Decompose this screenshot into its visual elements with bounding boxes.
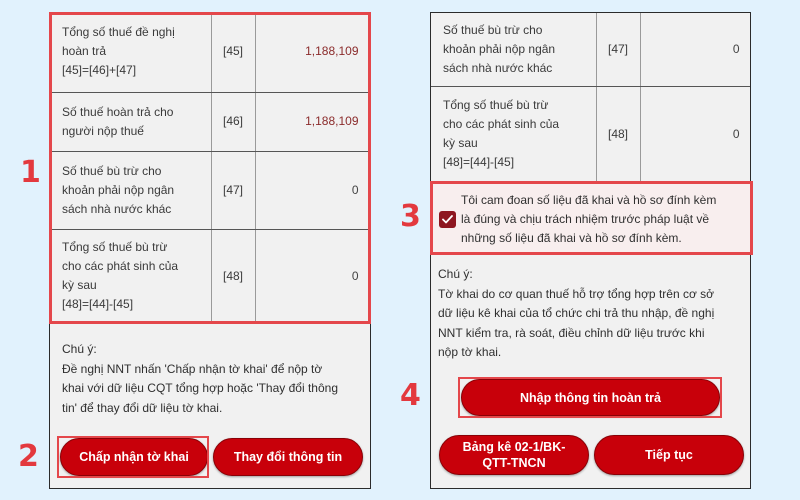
row-code: [45] [211, 12, 255, 92]
step-label-4: 4 [400, 378, 421, 413]
confirm-label: Tôi cam đoan số liệu đã khai và hồ sơ đính kèm là đúng và chịu trách nhiệm trước pháp luật về những số liệu đã khai và hồ sơ đính kèm. [461, 193, 717, 245]
row-description: Số thuế hoàn trả cho người nộp thuế [50, 92, 211, 151]
row-code: [46] [211, 92, 255, 151]
row-description: Tổng số thuế bù trừ cho các phát sinh của kỳ sau [48]=[44]-[45] [431, 87, 596, 182]
table-row [431, 87, 751, 182]
row-code: [47] [211, 151, 255, 229]
row-value: 0 [255, 229, 371, 323]
row-description: Tổng số thuế đề nghị hoàn trả [45]=[46]+[47] [50, 12, 211, 92]
row-value: 1,188,109 [255, 92, 371, 151]
change-info-button[interactable]: Thay đổi thông tin [213, 438, 363, 476]
row-description: Tổng số thuế bù trừ cho các phát sinh của kỳ sau [48]=[44]-[45] [50, 229, 211, 323]
row-description: Số thuế bù trừ cho khoản phải nộp ngân sách nhà nước khác [431, 13, 596, 87]
bk-02-1-list-button[interactable]: Bảng kê 02-1/BK- QTT-TNCN [439, 435, 589, 475]
note-text: Chú ý: Tờ khai do cơ quan thuế hỗ trợ tổng hợp trên cơ sở dữ liệu kê khai của tổ chức chi trả thu nhập, đề nghị NNT kiểm tra, rà soát, điều chỉnh dữ liệu trước khi nộp tờ khai. [438, 267, 715, 359]
enter-refund-info-button[interactable]: Nhập thông tin hoàn trả [461, 379, 720, 416]
step-label-1: 1 [20, 155, 41, 190]
row-value: 1,188,109 [255, 12, 371, 92]
row-description: Số thuế bù trừ cho khoản phải nộp ngân sách nhà nước khác [50, 151, 211, 229]
step-label-2: 2 [18, 439, 39, 474]
row-code: [48] [211, 229, 255, 323]
row-value: 0 [640, 87, 751, 182]
row-code: [48] [596, 87, 640, 182]
accept-declaration-button[interactable]: Chấp nhận tờ khai [60, 438, 208, 476]
table-row [50, 151, 371, 229]
table-row [50, 12, 371, 92]
table-row [50, 229, 371, 323]
table-row [431, 13, 751, 87]
continue-button[interactable]: Tiếp tục [594, 435, 744, 475]
checkmark-icon [442, 215, 453, 224]
row-value: 0 [255, 151, 371, 229]
confirmation-section [431, 183, 751, 255]
refund-summary-table [431, 13, 751, 182]
refund-summary-table [50, 12, 371, 324]
table-row [50, 92, 371, 151]
step-label-3: 3 [400, 199, 421, 234]
confirm-checkbox[interactable] [439, 211, 456, 228]
row-code: [47] [596, 13, 640, 87]
right-phone-panel [430, 12, 751, 489]
left-phone-panel [49, 12, 371, 489]
note-text: Chú ý: Đề nghị NNT nhấn 'Chấp nhận tờ khai' để nộp tờ khai với dữ liệu CQT tổng hợp hoặc 'Thay đổi thông tin' để thay đổi dữ liệu tờ khai. [62, 342, 338, 415]
row-value: 0 [640, 13, 751, 87]
